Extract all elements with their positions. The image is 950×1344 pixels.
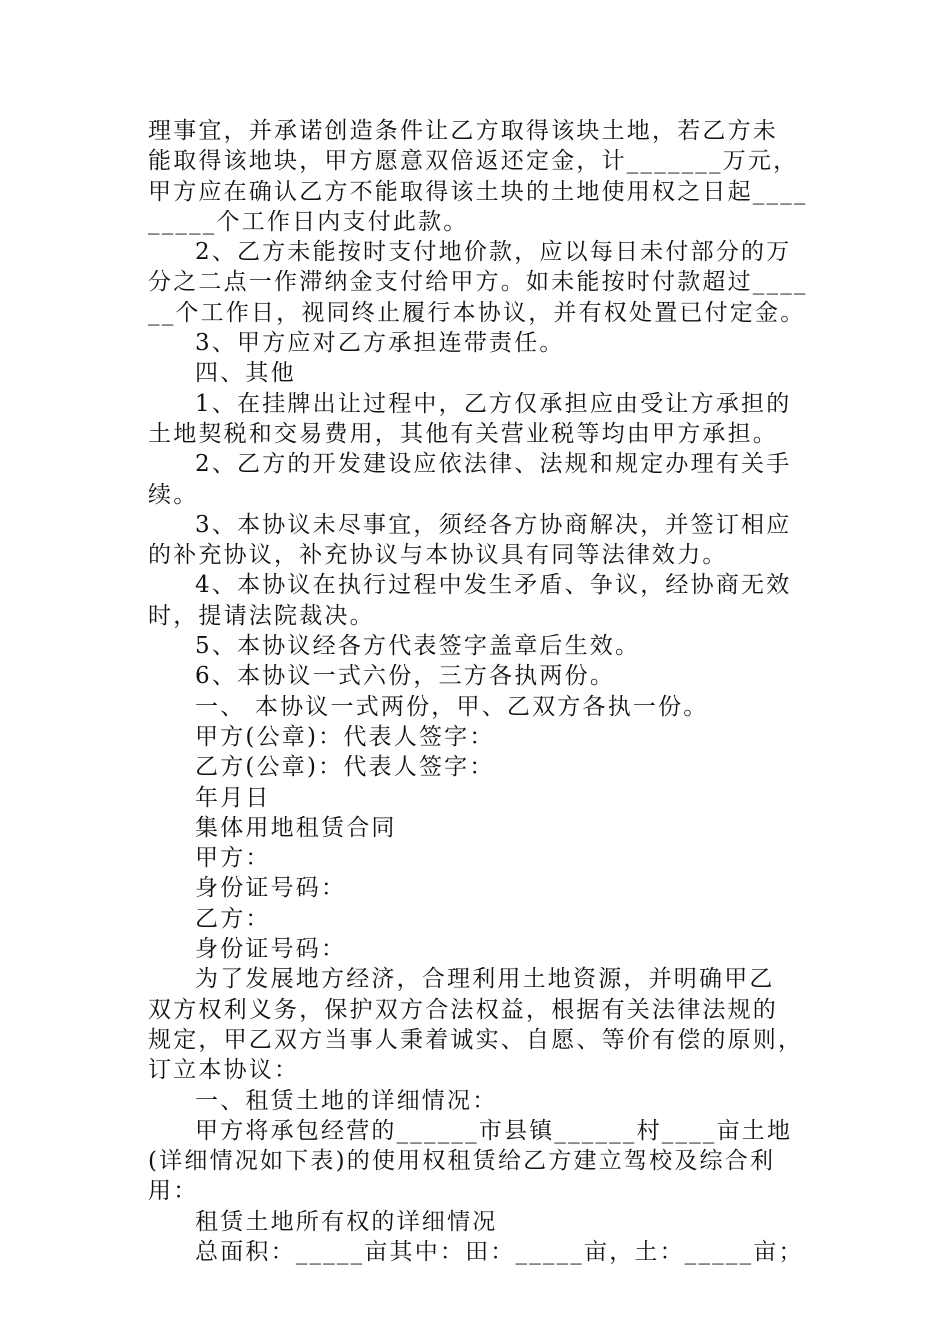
signature-line-party-b: 乙方(公章)：代表人签字：	[195, 754, 495, 781]
text-line: 甲方将承包经营的______市县镇______村____亩土地	[195, 1117, 793, 1144]
text-line: 土地契税和交易费用，其他有关营业税等均由甲方承担。	[148, 420, 778, 447]
text-line: 总面积：_____亩其中：田：_____亩，土：_____亩；	[195, 1238, 804, 1265]
party-a-field: 甲方：	[195, 845, 271, 872]
text-line: 分之二点一作滞纳金支付给甲方。如未能按时付款超过____	[148, 269, 808, 296]
text-line: 4、本协议在执行过程中发生矛盾、争议，经协商无效	[195, 572, 792, 599]
text-line: 为了发展地方经济，合理利用土地资源，并明确甲乙	[195, 966, 775, 993]
text-line: 1、在挂牌出让过程中，乙方仅承担应由受让方承担的	[195, 390, 792, 417]
id-number-field: 身份证号码：	[195, 936, 347, 963]
text-line: 一、 本协议一式两份，甲、乙双方各执一份。	[195, 693, 709, 720]
party-b-field: 乙方：	[195, 905, 271, 932]
text-line: 甲方应在确认乙方不能取得该土块的土地使用权之日起____	[148, 178, 808, 205]
text-line: (详细情况如下表)的使用权租赁给乙方建立驾校及综合利	[148, 1148, 776, 1175]
signature-line-party-a: 甲方(公章)：代表人签字：	[195, 723, 495, 750]
text-line: 3、甲方应对乙方承担连带责任。	[195, 330, 565, 357]
text-line: 3、本协议未尽事宜，须经各方协商解决，并签订相应	[195, 511, 792, 538]
contract-title: 集体用地租赁合同	[195, 814, 397, 841]
date-line: 年月日	[195, 784, 271, 811]
text-line: 用：	[148, 1178, 199, 1205]
document-page	[148, 116, 808, 1267]
text-line: 5、本协议经各方代表签字盖章后生效。	[195, 633, 641, 660]
text-line: 理事宜，并承诺创造条件让乙方取得该块土地，若乙方未	[148, 118, 778, 144]
text-line: 订立本协议：	[148, 1057, 300, 1084]
section-heading: 四、其他	[195, 360, 296, 387]
text-line: 双方权利义务，保护双方合法权益，根据有关法律法规的	[148, 996, 778, 1023]
text-line: 的补充协议，补充协议与本协议具有同等法律效力。	[148, 542, 728, 569]
text-line: 时，提请法院裁决。	[148, 602, 375, 629]
text-line: 租赁土地所有权的详细情况	[195, 1208, 498, 1235]
text-line: 6、本协议一式六份，三方各执两份。	[195, 663, 616, 690]
section-heading: 一、租赁土地的详细情况：	[195, 1087, 498, 1114]
text-line: __个工作日，视同终止履行本协议，并有权处置已付定金。	[148, 299, 806, 326]
text-line: 续。	[148, 481, 199, 508]
text-line: _____个工作日内支付此款。	[148, 208, 469, 235]
text-line: 2、乙方未能按时支付地价款，应以每日未付部分的万	[195, 239, 792, 266]
text-line: 能取得该地块，甲方愿意双倍返还定金，计_______万元，	[148, 148, 799, 175]
text-line: 规定，甲乙双方当事人秉着诚实、自愿、等价有偿的原则，	[148, 1026, 804, 1053]
id-number-field: 身份证号码：	[195, 875, 347, 902]
text-line: 2、乙方的开发建设应依法律、法规和规定办理有关手	[195, 451, 792, 478]
